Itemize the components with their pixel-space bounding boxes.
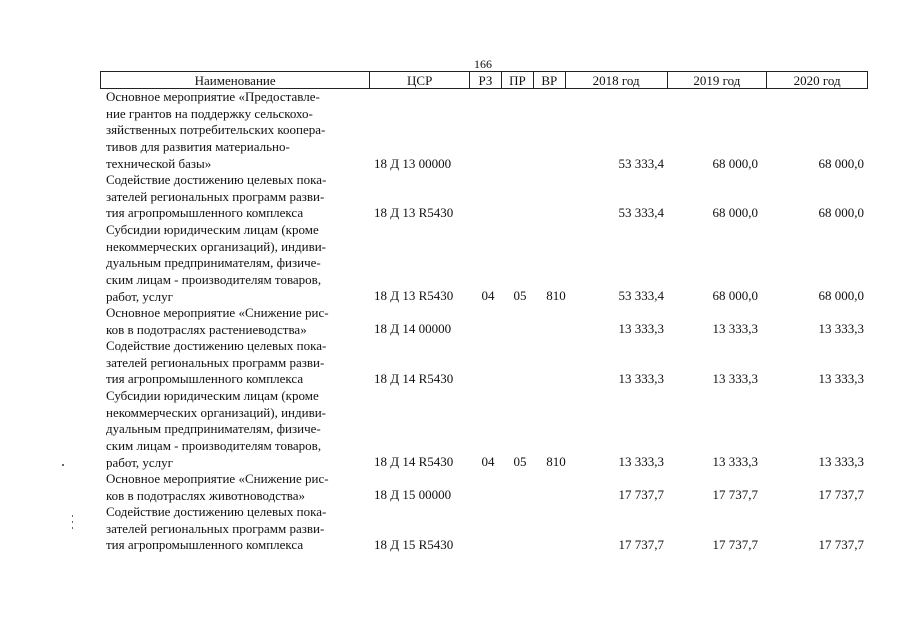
row-pr: 05 [513, 288, 527, 304]
row-2020: 17 737,7 [818, 487, 864, 503]
row-name: Содействие достижению целевых пока- зателей региональных программ разви- тия агропромышленного комплекса [106, 172, 327, 221]
header-2018: 2018 год [566, 72, 668, 88]
row-csr: 18 Д 13 R5430 [374, 205, 454, 221]
row-vr: 810 [546, 454, 566, 470]
table-header [100, 71, 868, 89]
header-csr: ЦСР [370, 72, 470, 88]
row-2018: 17 737,7 [618, 537, 664, 553]
scan-speck [62, 464, 64, 466]
row-2018: 53 333,4 [618, 288, 664, 304]
row-name: Основное мероприятие «Снижение рис- ков в подотраслях растениеводства» [106, 305, 329, 337]
table-row [106, 222, 866, 305]
row-csr: 18 Д 13 R5430 [374, 288, 454, 304]
row-rz: 04 [481, 288, 495, 304]
table-row [106, 504, 866, 554]
table-row [106, 305, 866, 338]
row-2020: 68 000,0 [818, 205, 864, 221]
row-2020: 68 000,0 [818, 156, 864, 172]
row-rz: 04 [481, 454, 495, 470]
header-2019: 2019 год [668, 72, 768, 88]
page-number: 166 [474, 57, 492, 71]
header-pr: ПР [502, 72, 534, 88]
row-2019: 68 000,0 [712, 156, 758, 172]
row-2018: 13 333,3 [618, 454, 664, 470]
header-2020: 2020 год [793, 73, 841, 88]
header-vr: ВР [534, 72, 566, 88]
scan-speck [72, 521, 73, 523]
row-csr: 18 Д 13 00000 [374, 156, 452, 172]
row-2018: 53 333,4 [618, 205, 664, 221]
row-name: Основное мероприятие «Снижение рис- ков в подотраслях животноводства» [106, 471, 329, 503]
header-name: Наименование [101, 72, 370, 88]
row-2019: 13 333,3 [712, 454, 758, 470]
row-2018: 53 333,4 [618, 156, 664, 172]
row-name: Содействие достижению целевых пока- зателей региональных программ разви- тия агропромышленного комплекса [106, 504, 327, 553]
row-2019: 17 737,7 [712, 487, 758, 503]
row-csr: 18 Д 15 00000 [374, 487, 452, 503]
row-name: Содействие достижению целевых пока- зателей региональных программ разви- тия агропромышленного комплекса [106, 338, 327, 387]
row-pr: 05 [513, 454, 527, 470]
table-row [106, 338, 866, 388]
row-2020: 13 333,3 [818, 371, 864, 387]
row-2020: 13 333,3 [818, 454, 864, 470]
row-2019: 13 333,3 [712, 321, 758, 337]
scan-speck [72, 515, 73, 517]
table-row [106, 471, 866, 504]
row-2019: 13 333,3 [712, 371, 758, 387]
table-row [106, 388, 866, 471]
row-csr: 18 Д 14 R5430 [374, 454, 454, 470]
row-2019: 17 737,7 [712, 537, 758, 553]
row-2019: 68 000,0 [712, 288, 758, 304]
row-2020: 17 737,7 [818, 537, 864, 553]
header-rz: РЗ [470, 72, 502, 88]
row-2018: 13 333,3 [618, 371, 664, 387]
row-2018: 13 333,3 [618, 321, 664, 337]
row-name: Субсидии юридическим лицам (кроме некоммерческих организаций), индиви- дуальным предпринимателям, физиче- ским лицам - производителям товаров, работ, услуг [106, 222, 326, 304]
row-vr: 810 [546, 288, 566, 304]
table-row [106, 172, 866, 222]
row-2018: 17 737,7 [618, 487, 664, 503]
row-2020: 68 000,0 [818, 288, 864, 304]
row-csr: 18 Д 15 R5430 [374, 537, 454, 553]
row-csr: 18 Д 14 R5430 [374, 371, 454, 387]
table-row [106, 89, 866, 173]
row-2020: 13 333,3 [818, 321, 864, 337]
scan-speck [72, 527, 73, 529]
row-csr: 18 Д 14 00000 [374, 321, 452, 337]
row-2019: 68 000,0 [712, 205, 758, 221]
row-name: Основное мероприятие «Предоставле- ние грантов на поддержку сельскохо- зяйственных потребительских коопера- тивов для развития материально- технической базы» [106, 89, 326, 171]
row-name: Субсидии юридическим лицам (кроме некоммерческих организаций), индиви- дуальным предпринимателям, физиче- ским лицам - производителям товаров, работ, услуг [106, 388, 326, 470]
